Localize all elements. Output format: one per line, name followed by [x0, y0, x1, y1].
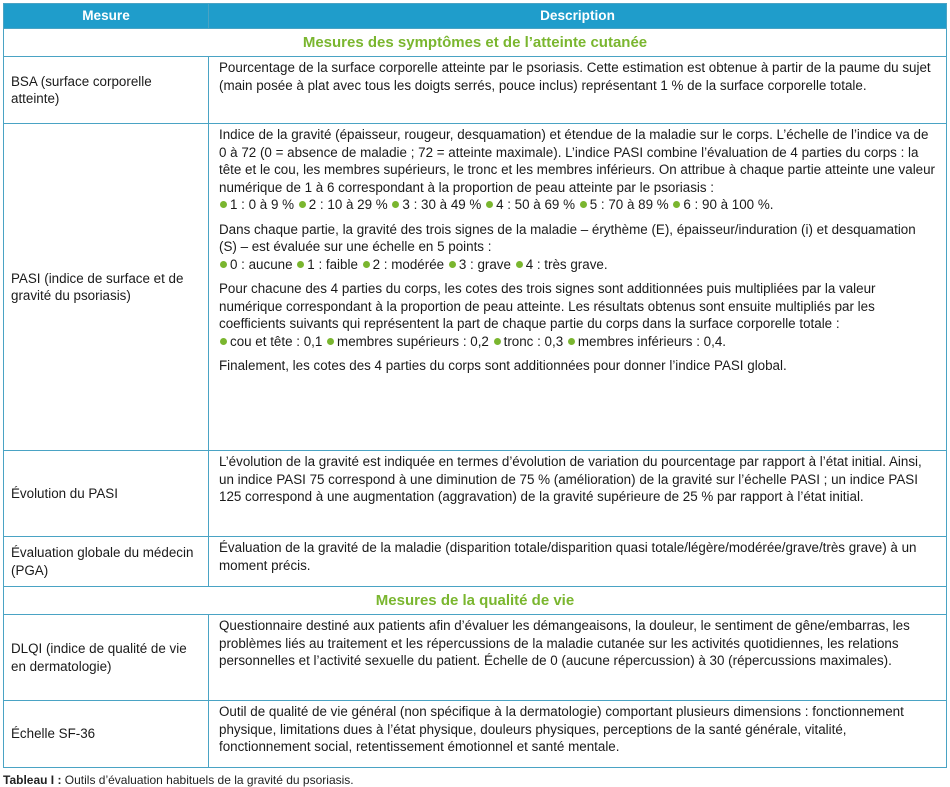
description-text: Évaluation de la gravité de la maladie (disparition totale/disparition quasi totale/légère/modérée/grave/très grave) à un moment précis.	[219, 540, 917, 573]
document	[3, 3, 947, 787]
section-row	[4, 587, 947, 615]
description-sf36	[209, 701, 947, 768]
table-row	[4, 537, 947, 587]
measure-pga: Évaluation globale du médecin (PGA)	[4, 537, 209, 587]
table-row	[4, 701, 947, 768]
assessment-table	[3, 3, 947, 768]
bullet-icon	[297, 261, 304, 268]
pasi-paragraph-3: Pour chacune des 4 parties du corps, les cotes des trois signes sont additionnées puis multipliées par la valeur numérique correspondant à la proportion de peau atteinte. Les résultats obtenus sont ensuite multipliés par les coefficients suivants qui représentent la part de chaque partie du corps dans la surface corporelle totale : cou et tête : 0,1 membres supérieurs : 0,2 tronc : 0,3 membres inférieurs : 0,4.	[219, 281, 876, 349]
bullet-icon	[516, 261, 523, 268]
bullet-icon	[220, 201, 227, 208]
measure-sf36: Échelle SF-36	[4, 701, 209, 768]
section-title-quality-of-life: Mesures de la qualité de vie	[4, 587, 947, 615]
description-text: Questionnaire destiné aux patients afin d’évaluer les démangeaisons, la douleur, le sentiment de gêne/embarras, les problèmes liés au traitement et les répercussions de la maladie cutanée sur les activités quotidiennes, les relations personnelles et l’activité sexuelle du patient. Échelle de 0 (aucune répercussion) à 30 (répercussions maximales).	[219, 618, 910, 668]
bullet-icon	[580, 201, 587, 208]
bullet-icon	[494, 338, 501, 345]
description-text: Outil de qualité de vie général (non spécifique à la dermatologie) comportant plusieurs dimensions : fonctionnement physique, limitations dues à l’état physique, douleurs physiques, perceptions de la santé générale, vitalité, fonctionnement social, retentissement émotionnel et santé mentale.	[219, 704, 904, 754]
description-pasi	[209, 124, 947, 451]
bullet-icon	[220, 261, 227, 268]
table-row	[4, 615, 947, 701]
bullet-icon	[220, 338, 227, 345]
bullet-icon	[673, 201, 680, 208]
description-pga	[209, 537, 947, 587]
caption-label: Tableau I :	[3, 773, 62, 787]
description-text: L’évolution de la gravité est indiquée en termes d’évolution de variation du pourcentage par rapport à l’état initial. Ainsi, un indice PASI 75 correspond à une diminution de 75 % (amélioration) de la gravité sur l’échelle PASI ; un indice PASI 125 correspond à une augmentation (aggravation) de la gravité supérieure de 25 % par rapport à l’état initial.	[219, 454, 922, 504]
measure-pasi: PASI (indice de surface et de gravité du psoriasis)	[4, 124, 209, 451]
bullet-icon	[392, 201, 399, 208]
pasi-paragraph-1: Indice de la gravité (épaisseur, rougeur, desquamation) et étendue de la maladie sur le corps. L’échelle de l’indice va de 0 à 72 (0 = absence de maladie ; 72 = atteinte maximale). L’indice PASI combine l’évaluation de 4 parties du corps : la tête et le cou, les membres supérieurs, le tronc et les membres inférieurs. On attribue à chaque partie atteinte une valeur numérique de 1 à 6 correspondant à la proportion de peau atteinte par le psoriasis : 1 : 0 à 9 % 2 : 10 à 29 % 3 : 30 à 49 % 4 : 50 à 69 % 5 : 70 à 89 % 6 : 90 à 100 %.	[219, 127, 936, 212]
header-measure: Mesure	[4, 4, 209, 29]
table-caption	[3, 773, 947, 787]
description-text: Pourcentage de la surface corporelle atteinte par le psoriasis. Cette estimation est obtenue à partir de la paume du sujet (main posée à plat avec tous les doigts serrés, pouce inclus) représentant 1 % de la surface corporelle totale.	[219, 60, 931, 93]
section-title-symptoms: Mesures des symptômes et de l’atteinte cutanée	[4, 29, 947, 57]
header-description: Description	[209, 4, 947, 29]
section-row	[4, 29, 947, 57]
table-row	[4, 57, 947, 124]
measure-dlqi: DLQI (indice de qualité de vie en dermatologie)	[4, 615, 209, 701]
description-pasi-evolution	[209, 451, 947, 537]
bullet-icon	[327, 338, 334, 345]
bullet-icon	[568, 338, 575, 345]
header-row	[4, 4, 947, 29]
pasi-paragraph-2: Dans chaque partie, la gravité des trois signes de la maladie – érythème (E), épaisseur/induration (i) et desquamation (S) – est évaluée sur une échelle en 5 points : 0 : aucune 1 : faible 2 : modérée 3 : grave 4 : très grave.	[219, 221, 916, 272]
pasi-paragraph-4: Finalement, les cotes des 4 parties du corps sont additionnées pour donner l’indice PASI global.	[219, 358, 787, 373]
measure-pasi-evolution: Évolution du PASI	[4, 451, 209, 537]
bullet-icon	[486, 201, 493, 208]
caption-text: Outils d’évaluation habituels de la gravité du psoriasis.	[61, 773, 354, 787]
bullet-icon	[363, 261, 370, 268]
bullet-icon	[449, 261, 456, 268]
description-bsa	[209, 57, 947, 124]
measure-bsa: BSA (surface corporelle atteinte)	[4, 57, 209, 124]
table-row	[4, 124, 947, 451]
bullet-icon	[299, 201, 306, 208]
description-dlqi	[209, 615, 947, 701]
table-row	[4, 451, 947, 537]
